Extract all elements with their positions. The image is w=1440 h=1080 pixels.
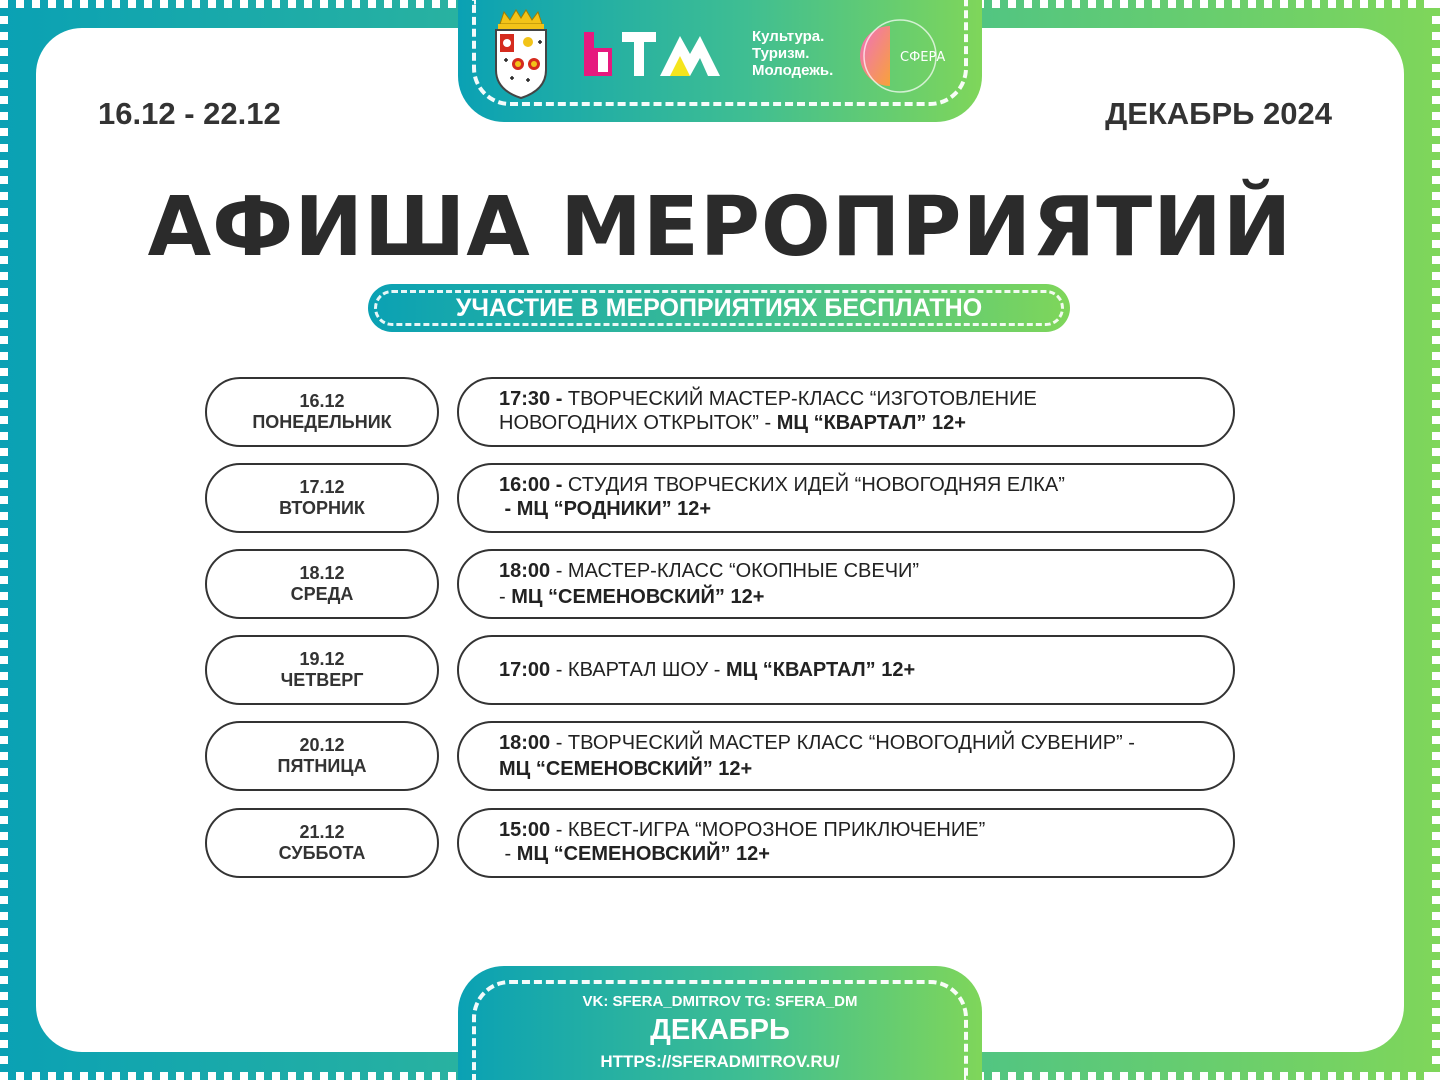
event-time: 17:00 xyxy=(499,659,551,681)
tagline-line-youth: Молодежь. xyxy=(752,62,834,79)
event-time: 15:00 xyxy=(499,819,551,841)
day-weekday: ЧЕТВЕРГ xyxy=(280,670,364,690)
day-label xyxy=(205,808,439,878)
coat-of-arms-icon xyxy=(490,8,552,100)
day-date: 16.12 xyxy=(299,391,345,411)
event-description xyxy=(457,721,1235,791)
event-row xyxy=(205,377,1235,447)
banner-text: УЧАСТИЕ В МЕРОПРИЯТИЯХ БЕСПЛАТНО xyxy=(455,294,983,322)
footer-month: ДЕКАБРЬ xyxy=(650,1014,790,1046)
ktm-logo-icon xyxy=(584,28,732,80)
sfera-logo-text: СФЕРА xyxy=(900,50,946,65)
event-row xyxy=(205,549,1235,619)
free-participation-banner xyxy=(368,284,1070,332)
event-venue: МЦ “СЕМЕНОВСКИЙ” 12+ xyxy=(516,843,770,865)
event-venue: - МЦ “РОДНИКИ” 12+ xyxy=(499,498,712,520)
event-title-line1: - МАСТЕР-КЛАСС “ОКОПНЫЕ СВЕЧИ” xyxy=(550,560,920,582)
day-date: 17.12 xyxy=(299,477,345,497)
tagline-line-culture: Культура. xyxy=(752,28,825,45)
day-date: 21.12 xyxy=(299,822,345,842)
website-link[interactable]: HTTPS://SFERADMITROV.RU/ xyxy=(600,1052,840,1071)
event-title-line1: СТУДИЯ ТВОРЧЕСКИХ ИДЕЙ “НОВОГОДНЯЯ ЕЛКА” xyxy=(562,474,1065,496)
day-label xyxy=(205,377,439,447)
day-date: 19.12 xyxy=(299,649,345,669)
day-label xyxy=(205,549,439,619)
event-venue: МЦ “КВАРТАЛ” 12+ xyxy=(776,412,966,434)
event-row xyxy=(205,635,1235,705)
event-time: 18:00 xyxy=(499,560,551,582)
event-title-line2: НОВОГОДНИХ ОТКРЫТОК” - xyxy=(499,412,777,434)
day-weekday: ПЯТНИЦА xyxy=(277,756,367,776)
perforated-edge-right xyxy=(1432,0,1440,1080)
event-row xyxy=(205,721,1235,791)
event-time: 17:30 - xyxy=(499,388,563,410)
event-venue: МЦ “КВАРТАЛ” 12+ xyxy=(725,659,916,681)
social-handles: VK: SFERA_DMITROV TG: SFERA_DM xyxy=(582,993,858,1010)
day-weekday: СРЕДА xyxy=(290,584,354,604)
week-range: 16.12 - 22.12 xyxy=(98,96,281,131)
page-title: АФИША МЕРОПРИЯТИЙ xyxy=(147,180,1293,275)
perforated-edge-left xyxy=(0,0,8,1080)
tagline-line-tourism: Туризм. xyxy=(752,45,810,62)
event-time: 16:00 - xyxy=(499,474,563,496)
event-title-line1: - ТВОРЧЕСКИЙ МАСТЕР КЛАСС “НОВОГОДНИЙ СУВЕНИР” - xyxy=(550,732,1135,754)
event-description xyxy=(457,808,1235,878)
event-title-line1: - КВАРТАЛ ШОУ - xyxy=(550,659,726,681)
event-description xyxy=(457,377,1235,447)
event-title-line2: - xyxy=(499,586,512,608)
event-description xyxy=(457,463,1235,533)
day-label xyxy=(205,635,439,705)
partner-tagline xyxy=(752,28,862,79)
day-date: 20.12 xyxy=(299,735,345,755)
day-weekday: ВТОРНИК xyxy=(279,498,365,518)
event-row xyxy=(205,808,1235,878)
sfera-logo-icon xyxy=(860,14,956,98)
event-title-line2: - xyxy=(499,843,517,865)
event-venue: МЦ “СЕМЕНОВСКИЙ” 12+ xyxy=(511,586,765,608)
event-description xyxy=(457,635,1235,705)
day-label xyxy=(205,721,439,791)
event-title-line1: ТВОРЧЕСКИЙ МАСТЕР-КЛАСС “ИЗГОТОВЛЕНИЕ xyxy=(562,388,1037,410)
event-venue: МЦ “СЕМЕНОВСКИЙ” 12+ xyxy=(499,758,753,780)
day-weekday: ПОНЕДЕЛЬНИК xyxy=(252,412,392,432)
event-row xyxy=(205,463,1235,533)
day-label xyxy=(205,463,439,533)
event-description xyxy=(457,549,1235,619)
day-weekday: СУББОТА xyxy=(278,843,366,863)
event-time: 18:00 xyxy=(499,732,551,754)
month-year: ДЕКАБРЬ 2024 xyxy=(1105,96,1332,131)
day-date: 18.12 xyxy=(299,563,345,583)
event-title-line1: - КВЕСТ-ИГРА “МОРОЗНОЕ ПРИКЛЮЧЕНИЕ” xyxy=(550,819,986,841)
